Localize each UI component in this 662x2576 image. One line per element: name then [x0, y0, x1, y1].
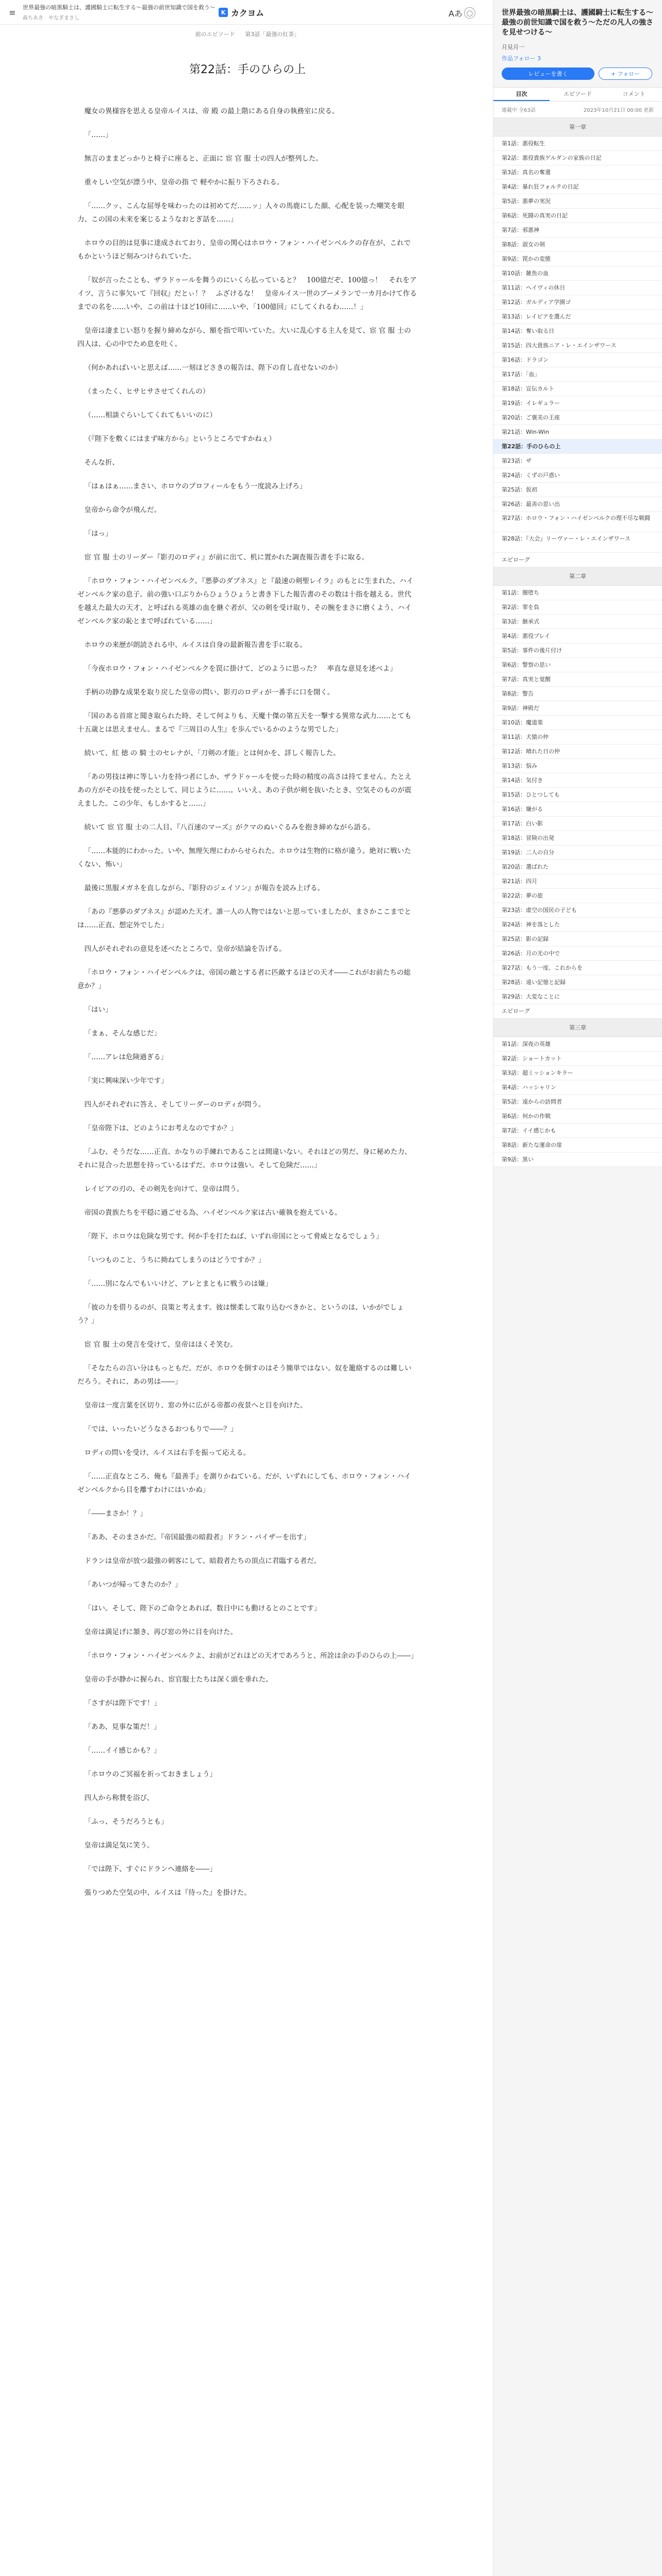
toc-episode-link[interactable]: 第7話：イイ感じかも [493, 1124, 662, 1138]
toc-episode-link[interactable]: 第7話：邪悪神 [493, 223, 662, 238]
sidebar-tabs [493, 87, 662, 101]
body-paragraph: 皇帝から命令が飛んだ。 [84, 506, 161, 514]
body-paragraph: 「奴が言ったことも、ザラドゥールを舞うのにいくら払っていると？ 100億だぞ、100億っ！ それをアイツ、言うに事欠いて『回収』だとぃ！？ ふざけるな！ 皇帝ルイス一世のブーメランで一カ月かけて作るまでの名を……いや、この前は十ほど10回に……いや、「100億回」にしてくれるわ……！」 [77, 276, 417, 311]
chapter-header: 第二章 [493, 567, 662, 586]
toc-episode-link[interactable]: 第18話：宣伝カルト [493, 382, 662, 396]
toc-episode-link[interactable]: 第6話：死闘の真実の日記 [493, 209, 662, 223]
toc-episode-link[interactable]: 第1話：深夜の英雄 [493, 1037, 662, 1052]
body-paragraph: 「はい」 [84, 1006, 112, 1014]
write-review-button[interactable]: レビューを書く [502, 67, 594, 80]
menu-icon[interactable]: ≡ [9, 7, 16, 18]
body-paragraph: 「今夜ホロウ・フォン・ハイゼンベルクを罠に掛けて、どのように思った？ 率直な意見を述べよ」 [84, 665, 397, 673]
episode-breadcrumb [62, 30, 433, 38]
toc-episode-link[interactable]: 第24話：神を落とした [493, 918, 662, 932]
episode-count: 連載中 全63話 [502, 108, 536, 113]
body-paragraph: 「ああ、そのまさかだ。『帝国最強の暗殺者』ドラン・バイザーを出す」 [84, 1533, 310, 1541]
toc-episode-link[interactable]: 第4話：悪役プレイ [493, 629, 662, 643]
toc-episode-link[interactable]: 第1話：悪役転生 [493, 137, 662, 151]
toc-episode-link[interactable]: 第10話：魔道楽 [493, 716, 662, 730]
body-paragraph: 「いつものこと、うちに拗ねてしまうのはどうですか？」 [84, 1256, 266, 1264]
body-paragraph: 「陛下、ホロウは危険な男です。何か手を打たねば、いずれ帝国にとって脅威となるでしょう」 [84, 1232, 383, 1241]
body-paragraph: 「あの『悪夢のダブネス』が認めた天才。誰一人の人物ではないと思っていましたが、まさかここまでとは……正直、想定外でした」 [77, 908, 411, 929]
body-paragraph: 宦 官 服 士のリーダー『影刃のロディ』が前に出て、机に置かれた調査報告書を手に取る。 [84, 553, 369, 562]
toc-episode-link[interactable]: 第22話：手のひらの上 [493, 439, 662, 454]
toc-episode-link[interactable]: 第12話：ガルディア学園ゴ [493, 295, 662, 310]
toc-episode-link[interactable]: 第27話：もう一度、これからを [493, 961, 662, 975]
toc-episode-link[interactable]: 第27話：ホロウ・フォン・ハイゼンベルクの理不尽な戦闘 [493, 512, 662, 532]
body-paragraph: （……相談ぐらいしてくれてもいいのに） [84, 411, 217, 419]
toc-episode-link[interactable]: 第26話：最善の思い出 [493, 497, 662, 512]
toc-episode-link[interactable]: 第3話：超ミッションキラー [493, 1066, 662, 1080]
sidebar [493, 0, 662, 2576]
logo-mark-icon: K [219, 8, 228, 17]
toc-episode-link[interactable]: 第1話：闇堕ち [493, 586, 662, 600]
table-of-contents [493, 118, 662, 1167]
logo-text: カクヨム [231, 8, 264, 18]
toc-episode-link[interactable]: 第5話：遠からの訪問者 [493, 1095, 662, 1109]
body-paragraph: 「はい。そして、陛下のご命令とあれば、数日中にも動けるとのことです」 [84, 1604, 321, 1613]
body-paragraph: 「ホロウ・フォン・ハイゼンベルクは、帝国の敵とする者に匹敵するほどの天才――これがお前たちの総意か？」 [77, 969, 411, 990]
body-paragraph: 四人がそれぞれに答え、そしてリーダーのロディが問う。 [84, 1100, 266, 1109]
chapter-header: 第三章 [493, 1019, 662, 1037]
toc-episode-link[interactable]: 第25話：影の記録 [493, 932, 662, 946]
sidebar-meta [493, 101, 662, 118]
toc-episode-link[interactable]: 第26話：月の光の中で [493, 946, 662, 961]
sidebar-author[interactable]: 月見月一 [502, 44, 524, 50]
toc-episode-link[interactable]: 第29話：大変なことに [493, 990, 662, 1004]
toc-episode-link[interactable]: 第18話：冒険の出発 [493, 831, 662, 845]
toc-episode-link[interactable]: 第25話：仮初 [493, 483, 662, 497]
toc-episode-link[interactable]: 第22話：夢の旅 [493, 889, 662, 903]
body-paragraph: 四人がそれぞれの意見を述べたところで、皇帝が結論を告げる。 [84, 945, 286, 953]
body-paragraph: 続いて、紅 徳 の 騎 士のセレナが、「刀剣の才能」とは何かを、詳しく報告した。 [84, 749, 340, 757]
body-paragraph: 「実に興味深い少年です」 [84, 1077, 168, 1085]
body-paragraph: 最後に黒服メガネを直しながら、『影狩のジェイソン』が報告を読み上げる。 [84, 884, 324, 892]
toc-episode-link[interactable]: 第4話：ハッシャリン [493, 1080, 662, 1095]
user-icon[interactable]: ◯ [464, 7, 475, 19]
toc-episode-link[interactable]: 第21話：Win-Win [493, 425, 662, 439]
toc-episode-link[interactable]: 第19話：イレギュラー [493, 396, 662, 411]
body-paragraph: 重々しい空気が漂う中、皇帝の指 で 軽やかに振り下ろされる。 [84, 178, 284, 187]
toc-episode-link[interactable]: 第6話：警察の思い [493, 658, 662, 672]
body-paragraph: 「皇帝陛下は、どのようにお考えなのですか？」 [84, 1124, 238, 1132]
follow-count[interactable]: 作品フォロー 3 [502, 55, 541, 62]
toc-episode-link[interactable]: 第7話：真実と覚醒 [493, 672, 662, 687]
body-paragraph: ドランは皇帝が放つ最強の刺客にして、暗殺者たちの頂点に君臨する者だ。 [84, 1557, 321, 1565]
body-paragraph: 四人から称賛を浴び、 [84, 1794, 154, 1802]
prev-episode-link[interactable]: 前のエピソード [195, 31, 235, 38]
toc-episode-link[interactable]: 第6話：何かの作戦 [493, 1109, 662, 1124]
tab-comment[interactable]: コメント [622, 91, 646, 97]
episode-title: 第22話：手のひらの上 [189, 63, 306, 76]
toc-episode-link[interactable]: 第15話：四大貴族ニア・レ・エインザワース [493, 338, 662, 353]
toc-episode-link[interactable]: 第20話：選ばれた [493, 860, 662, 874]
body-paragraph: 「ふむ、そうだな……正直、かなりの手練れであることは間違いない。それほどの男だ、身に秘めた力、それに見合った思想を持っているはずだ。ホロウは強い。そして危険だ……」 [77, 1148, 411, 1170]
body-paragraph: （何かあればいいと思えば……一刻ほどさきの報告は、陛下の育し直せないのか） [84, 364, 342, 372]
tab-toc[interactable]: 目次 [493, 88, 550, 101]
site-logo[interactable] [219, 6, 264, 19]
toc-episode-link[interactable]: 第16話：嫌がる [493, 802, 662, 817]
toc-episode-link[interactable]: 第21話：四月 [493, 874, 662, 889]
body-paragraph: （まったく、ヒサヒサさせてくれんの） [84, 387, 210, 396]
body-paragraph: 「……イイ感じかも？」 [84, 1747, 161, 1755]
toc-episode-link[interactable]: 第3話：継承式 [493, 615, 662, 629]
toc-episode-link[interactable]: 第17話：白い影 [493, 817, 662, 831]
toc-episode-link[interactable]: 第4話：暴れ狂フォルテの日記 [493, 180, 662, 194]
toc-episode-link[interactable]: 第5話：事件の後片付け [493, 643, 662, 658]
body-paragraph: レイピアの刃の、その剣先を向けて、皇帝は問う。 [84, 1185, 244, 1193]
toc-episode-link[interactable]: 第13話：悩み [493, 759, 662, 773]
body-paragraph: 皇帝は満足気に笑う。 [84, 1841, 154, 1850]
episode-body [77, 105, 418, 1910]
body-paragraph: 「彼の力を借りるのが、良策と考えます。彼は懐柔して取り込むべきかと、というのは、いかがでしょう？」 [77, 1303, 404, 1325]
toc-episode-link[interactable]: 第8話：警告 [493, 687, 662, 701]
body-paragraph: 皇帝は凄まじい怒りを握り締めながら、額を指で叩いていた。大いに乱心する主人を見て、宦 官 服 士の四人は、心の中でため息を吐く。 [77, 327, 411, 348]
toc-episode-link[interactable]: 第14話：気付き [493, 773, 662, 788]
body-paragraph: 「はっ」 [84, 530, 112, 538]
body-paragraph: 無言のままどっかりと椅子に座ると、正面に 宦 官 服 士の四人が整列した。 [84, 155, 323, 163]
toc-episode-link[interactable]: 第20話：ご褒美の王座 [493, 411, 662, 425]
toc-episode-link[interactable]: 第3話：真名の奪還 [493, 165, 662, 180]
toc-episode-link[interactable]: 第23話：虚空の国民の子ども [493, 903, 662, 918]
toc-episode-link[interactable]: 第2話：悪役貴族ゲルダンの家族の日記 [493, 151, 662, 165]
body-paragraph: 「ホロウ・フォン・ハイゼンベルクよ、お前がどれほどの天才であろうと、所詮は余の手のひらの上――」 [84, 1652, 418, 1660]
toc-epilogue-link[interactable]: エピローグ [493, 553, 662, 567]
body-paragraph: 「あの男技は神に等しい力を持つ者にしか、ザラドゥールを使った時の精度の高さは持てません。たとえあの方がその技を使ったとして、同じように……。いいえ、あの子供が剣を抜いたとき、空気そのものが震えました。この少年、もしかすると……」 [77, 773, 412, 808]
body-paragraph: 皇帝は一度言葉を区切り、窓の外に広がる帝都の夜景へと目を向けた。 [84, 1401, 307, 1410]
body-paragraph: 皇帝は満足げに頷き、再び窓の外に目を向けた。 [84, 1628, 237, 1636]
toc-episode-link[interactable]: 第24話：くずの戸惑い [493, 468, 662, 483]
body-paragraph: 「……正直なところ、俺も『最善手』を測りかねている。だが、いずれにしても、ホロウ・フォン・ハイゼンベルクから目を離すわけにはいかぬ」 [77, 1472, 411, 1494]
toc-episode-link[interactable]: 第5話：悪夢の実況 [493, 194, 662, 209]
chapter-header: 第一章 [493, 118, 662, 137]
toc-episode-link[interactable]: 第28話：『大会』リーヴァー・レ・エインザワース [493, 532, 662, 553]
toc-episode-link[interactable]: 第23話：ザ [493, 454, 662, 468]
toc-episode-link[interactable]: 第13話：レイピアを選んだ [493, 310, 662, 324]
body-paragraph: 「まぁ、そんな感じだ」 [84, 1029, 161, 1038]
body-paragraph: 帝国の貴族たちを平穏に過ごせる為、ハイゼンベルク家は古い確執を抱えている。 [84, 1209, 342, 1217]
toc-episode-link[interactable]: 第10話：雑魚の血 [493, 266, 662, 281]
body-paragraph: 「――まさか！？」 [84, 1510, 147, 1518]
work-title-link[interactable]: 世界最強の暗黒騎士は、護國騎士に転生する〜最強の前世知識で国を救う〜 [23, 4, 216, 11]
body-paragraph: 「はぁはぁ……まさい、ホロウのプロフィールをもう一度読み上げろ」 [84, 482, 307, 490]
toc-episode-link[interactable]: 第28話：遠い記憶と記録 [493, 975, 662, 990]
work-author-link[interactable]: 森ちあき やなぎまさし [23, 15, 79, 21]
body-paragraph: ホロウの来歴が朗読される中、ルイスは自身の最新報告書を手に取る。 [84, 641, 307, 649]
body-paragraph: 「ああ、見事な策だ！」 [84, 1723, 161, 1731]
follow-button[interactable]: + フォロー [599, 67, 652, 80]
tab-episode[interactable]: エピソード [564, 91, 592, 97]
toc-episode-link[interactable]: 第19話：二人の自分 [493, 845, 662, 860]
body-paragraph: ロディの問いを受け、ルイスは右手を振って応える。 [84, 1449, 251, 1457]
body-paragraph: ホロウの目的は見事に達成されており、皇帝の関心はホロウ・フォン・ハイゼンベルクの存在が、これでもかというほど刻みつけられていた。 [77, 239, 411, 261]
body-paragraph: 手柄の功静な成果を取り戻した皇帝の問い、影刃のロディが一番手に口を開く。 [84, 688, 335, 697]
reader-main [0, 25, 493, 2576]
body-paragraph: そんな折、 [84, 459, 119, 467]
current-chapter-label: 第3話「最強の紅茶」 [245, 31, 300, 38]
toc-epilogue-link[interactable]: エピローグ [493, 1004, 662, 1019]
body-paragraph: 張りつめた空気の中、ルイスは『待った』を掛けた。 [84, 1889, 251, 1897]
body-paragraph: 「……本能的にわかった。いや、無理矢理にわからせられた。ホロウは生物的に格が違う。絶対に戦いたくない、怖い」 [77, 847, 411, 869]
body-paragraph: 「さすがは陛下です！」 [84, 1699, 161, 1707]
last-updated: 2023年10月21日 00:00 更新 [583, 108, 654, 113]
body-paragraph: 皇帝の手が静かに握られ、宦官服士たちは深く頭を垂れた。 [84, 1675, 273, 1684]
toc-episode-link[interactable]: 第14話：奪い取る日 [493, 324, 662, 338]
toc-episode-link[interactable]: 第8話：新たな運命の扉 [493, 1138, 662, 1153]
body-paragraph: 「ふっ、そうだろうとも」 [84, 1818, 168, 1826]
body-paragraph: 「ホロウのご冥福を祈っておきましょう」 [84, 1770, 217, 1778]
toc-episode-link[interactable]: 第9話：罠かの変態 [493, 252, 662, 266]
toc-episode-link[interactable]: 第9話：黒い [493, 1153, 662, 1167]
font-size-toggle-button[interactable]: Aあ [449, 9, 462, 19]
body-paragraph: 「国のある首席と聞き取られた時、そして何よりも、天魔十傑の第五天を一撃する異常な武力……とても十五歳とは思えません。まるで『三周目の人生』を歩んでいるかのような男でした」 [77, 712, 411, 734]
toc-episode-link[interactable]: 第11話：犬猿の仲 [493, 730, 662, 744]
body-paragraph: 「……クッ、こんな屈辱を味わったのは初めてだ……ッ」人々の馬鹿にした顔、心配を装った嘲笑を眼力、この国の未来を案じるようなおとぎ話を……」 [77, 202, 405, 224]
body-paragraph: 「あいつが帰ってきたのか？」 [84, 1581, 182, 1589]
toc-episode-link[interactable]: 第17話：「血」 [493, 367, 662, 382]
body-paragraph: 魔女の異様容を思える皇帝ルイスは、帝 殿 の最上階にある自身の執務室に戻る。 [84, 107, 339, 115]
toc-episode-link[interactable]: 第15話：ひとつしても [493, 788, 662, 802]
toc-episode-link[interactable]: 第9話：神殿だ [493, 701, 662, 716]
body-paragraph: 「……別になんでもいいけど、アレとまともに戦うのは嫌」 [84, 1280, 272, 1288]
toc-episode-link[interactable]: 第2話：ショートカット [493, 1052, 662, 1066]
body-paragraph: 続いて 宦 官 服 士の二人目、『八百速のマーズ』がクマのぬいぐるみを抱き締めながら語る。 [84, 823, 375, 832]
toc-episode-link[interactable]: 第16話：ドラゴン [493, 353, 662, 367]
body-paragraph: （『陛下を敷くにはまず味方から』というところですかねぇ） [84, 435, 276, 443]
body-paragraph: 「では陛下、すぐにドランへ連絡を――」 [84, 1865, 217, 1873]
toc-episode-link[interactable]: 第2話：罪を負 [493, 600, 662, 615]
toc-episode-link[interactable]: 第12話：晴れた日の仲 [493, 744, 662, 759]
body-paragraph: 「……アレは危険過ぎる」 [84, 1053, 168, 1061]
toc-episode-link[interactable]: 第8話：淑女の剣 [493, 238, 662, 252]
body-paragraph: 「では、いったいどうなさるおつもりで――？」 [84, 1425, 238, 1433]
body-paragraph: 「ホロウ・フォン・ハイゼンベルク。『悪夢のダブネス』と『最速の剣聖レイラ』のもとに生まれた、ハイゼンベルク家の息子。前の強い口ぶりからひょうひょうと書き下した報告書のその数は十指を越える。世代を越えた最大の天才、と呼ばれる英雄の血を継ぐ者が、父の剣を受け取り、その腕をまさに磨くよう、ハイゼンベルク家の恥とまで呼ばれている……」 [77, 577, 413, 625]
sidebar-work-title[interactable]: 世界最強の暗黒騎士は、護國騎士に転生する〜最強の前世知識で国を救う〜ただの凡人の強さを見せつける〜 [502, 9, 653, 37]
body-paragraph: 宦 官 服 士の発言を受けて、皇帝はほくそ笑む。 [84, 1341, 237, 1349]
toc-episode-link[interactable]: 第11話：ヘイヴィの休日 [493, 281, 662, 295]
body-paragraph: 「……」 [84, 131, 112, 139]
body-paragraph: 「そなたらの言い分はもっともだ。だが、ホロウを倒すのはそう簡単ではない。奴を籠絡するのは難しいだろう。それに、あの男は――」 [77, 1364, 411, 1386]
